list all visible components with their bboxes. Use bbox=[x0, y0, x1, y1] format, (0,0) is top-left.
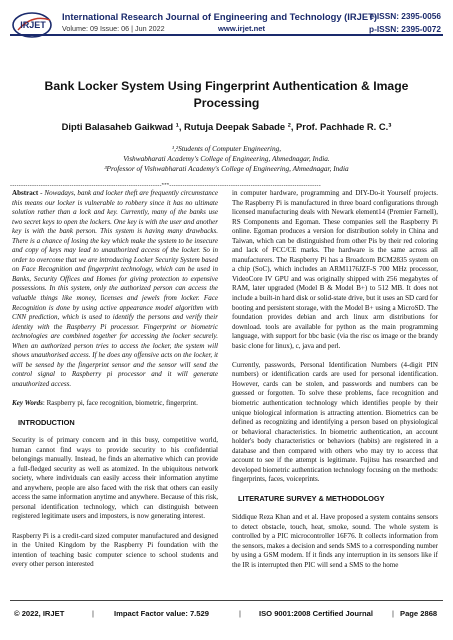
footer-impact-factor: Impact Factor value: 7.529 bbox=[114, 609, 209, 618]
abstract-text: - Nowadays, bank and locker theft are frequently circumstance this means our locker is vulnerable to robbery since it has no ultimate solution rather than a lock and key. Currently, many of the banks use two secret keys to open the lockers. One key is with the user and another key is with the bank person. This system is having many drawbacks. There is a chance of losing the key which make the system to be insecure and copy of keys may lead to unauthorized access of the locker. So in order to overcome that we are introducing Locker Security System based on Face Recognition and fingerprint technology, which can be used in Banks, Security Offices and Homes for giving protection to expensive possessions. In this system, only the authorized person can access the valuable things like money, licenses and jewels from locker. Face Recognition is done by using active appearance model algorithm with CNN prediction, which is used to identify the persons and verify their identity with the Raspberry Pi processor. Fingerprint or biometric technologies are combined together for accessing the locker securely. When an authorized person tries to access the locker, the system will shows unauthorised access. If he does any offensive acts on the locker, it will be sensed by the fingerprint sensor and the sensor will send the control signal to Raspberry pi processor and it will generate unauthorized access. bbox=[12, 189, 218, 388]
footer-separator: | bbox=[239, 609, 241, 618]
paper-authors: Dipti Balasaheb Gaikwad ¹, Rutuja Deepak Sabade ², Prof. Pachhade R. C.³ bbox=[61, 121, 392, 132]
footer-iso: ISO 9001:2008 Certified Journal bbox=[259, 609, 373, 618]
keywords-label: Key Words bbox=[12, 398, 43, 407]
affiliation-line: ³Professor of Vishwabharati Academy's College of Engineering, Ahmednagar, India bbox=[104, 164, 349, 174]
intro-paragraph: Security is of primary concern and in this busy, competitive world, human cannot find ways to provide security to his confidential belongings manually. Instead, he finds an alternative which can provide a full-fledged security as well as atomized. In the ubiquitous network society, where individuals can easily access their information anytime and anywhere, people are also faced with the risk that others can easily access the same information anytime and anywhere. Because of this risk, personal identification technology, which can distinguish between registered legitimate users and imposters, is now generating interest. bbox=[12, 436, 218, 521]
footer-page-number: Page 2868 bbox=[400, 609, 438, 618]
abstract bbox=[12, 189, 218, 389]
p-issn: p-ISSN: 2395-0072 bbox=[369, 24, 441, 34]
body-paragraph: in computer hardware, programming and DIY-Do-it Yourself projects. The Raspberry Pi is manufactured in three board configurations through licensed manufacturing deals with Newark element14 (Premier Farnell), RS Components and Egoman. These companies sell the Raspberry Pi online. Egoman produces a version for distribution solely in China and Taiwan, which can be distinguished from other Pis by their red coloring and lack of FCC/CE marks. The hardware is the same across all manufacturers. The Raspberry Pi has a Broadcom BCM2835 system on a chip (SoC), which includes an ARM1176JZF-S 700 MHz processor, VideoCore IV GPU and was originally shipped with 256 megabytes of RAM, later upgraded (Model B & Model B+) to 512 MB. It does not include a built-in hard disk or solid-state drive, but it uses an SD card for booting and persistent storage, with the Model B+ using a MicroSD. The foundation provides debian and arch linux arm distributions for download. tools are available for python as the main programming language, with support for bbc basic (via the risc os image or the brandy basic clone for linux), c, java and perl. bbox=[232, 189, 438, 350]
introduction-heading: INTRODUCTION bbox=[18, 417, 75, 427]
footer-copyright: © 2022, IRJET bbox=[14, 609, 65, 618]
right-column bbox=[232, 189, 438, 580]
svg-text:IRJET: IRJET bbox=[20, 20, 46, 30]
header-divider bbox=[10, 34, 443, 36]
keywords bbox=[12, 399, 218, 409]
left-column bbox=[12, 189, 218, 579]
intro-paragraph: Raspberry Pi is a credit-card sized computer manufactured and designed in the United Kingdom by the Raspberry Pi foundation with the intention of teaching basic computer science to school students and every other person interested bbox=[12, 531, 218, 569]
affiliation-line: Vishwabharati Academy's College of Engineering, Ahmednagar, India. bbox=[123, 154, 330, 164]
body-paragraph: Currently, passwords, Personal Identification Numbers (4-digit PIN numbers) or identification cards are used for personal identification. However, cards can be stolen, and passwords and numbers can be guessed or forgotten. To solve these problems, face recognition and biometric authentication technology which identifies people by their unique biological information is attracting attention. Biometrics can be defined as recognizing and identifying a person based on physiological or behavioral characteristics. In biometric authentication, an account holder's body characteristics or behaviors (habits) are registered in a database and then compared with others who may try to access that account to see if the attempt is legitimate. Fujitsu has researched and developed biometric authentication technology focusing on the methods: fingerprints, faces, voiceprints. bbox=[232, 360, 438, 484]
volume-issue: Volume: 09 Issue: 06 | Jun 2022 bbox=[62, 24, 165, 33]
footer-separator: | bbox=[92, 609, 94, 618]
journal-title: International Research Journal of Engineering and Technology (IRJET) bbox=[62, 11, 377, 22]
keywords-text: : Raspberry pi, face recognition, biometric, fingerprint. bbox=[42, 398, 198, 407]
e-issn: e-ISSN: 2395-0056 bbox=[369, 11, 441, 21]
body-paragraph: Siddique Reza Khan and et al. Have proposed a system contains sensors to detect obstacle, touch, heat, smoke, sound. The whole system is controlled by a PIC microcontroller 16F76. It collects information from the sensors, makes a decision and sends SMS to a corresponding number by using a GSM modem. If it finds any interruption in its sensors like if the IR is interrupted then PIC will send a SMS to the home bbox=[232, 512, 438, 569]
section-separator: ---------------------------------------------------------------------***--------------------------------------------------------------------- bbox=[10, 183, 321, 189]
abstract-label: Abstract bbox=[12, 189, 39, 197]
literature-heading: LITERATURE SURVEY & METHODOLOGY bbox=[238, 494, 385, 504]
paper-title: Bank Locker System Using Fingerprint Authentication & Image Processing bbox=[44, 79, 409, 110]
footer-separator: | bbox=[392, 609, 394, 618]
journal-header bbox=[10, 8, 443, 50]
footer-divider bbox=[10, 600, 443, 601]
affiliations bbox=[30, 144, 423, 175]
journal-website[interactable]: www.irjet.net bbox=[218, 24, 265, 33]
affiliation-line: ¹,²Students of Computer Engineering, bbox=[171, 144, 282, 153]
